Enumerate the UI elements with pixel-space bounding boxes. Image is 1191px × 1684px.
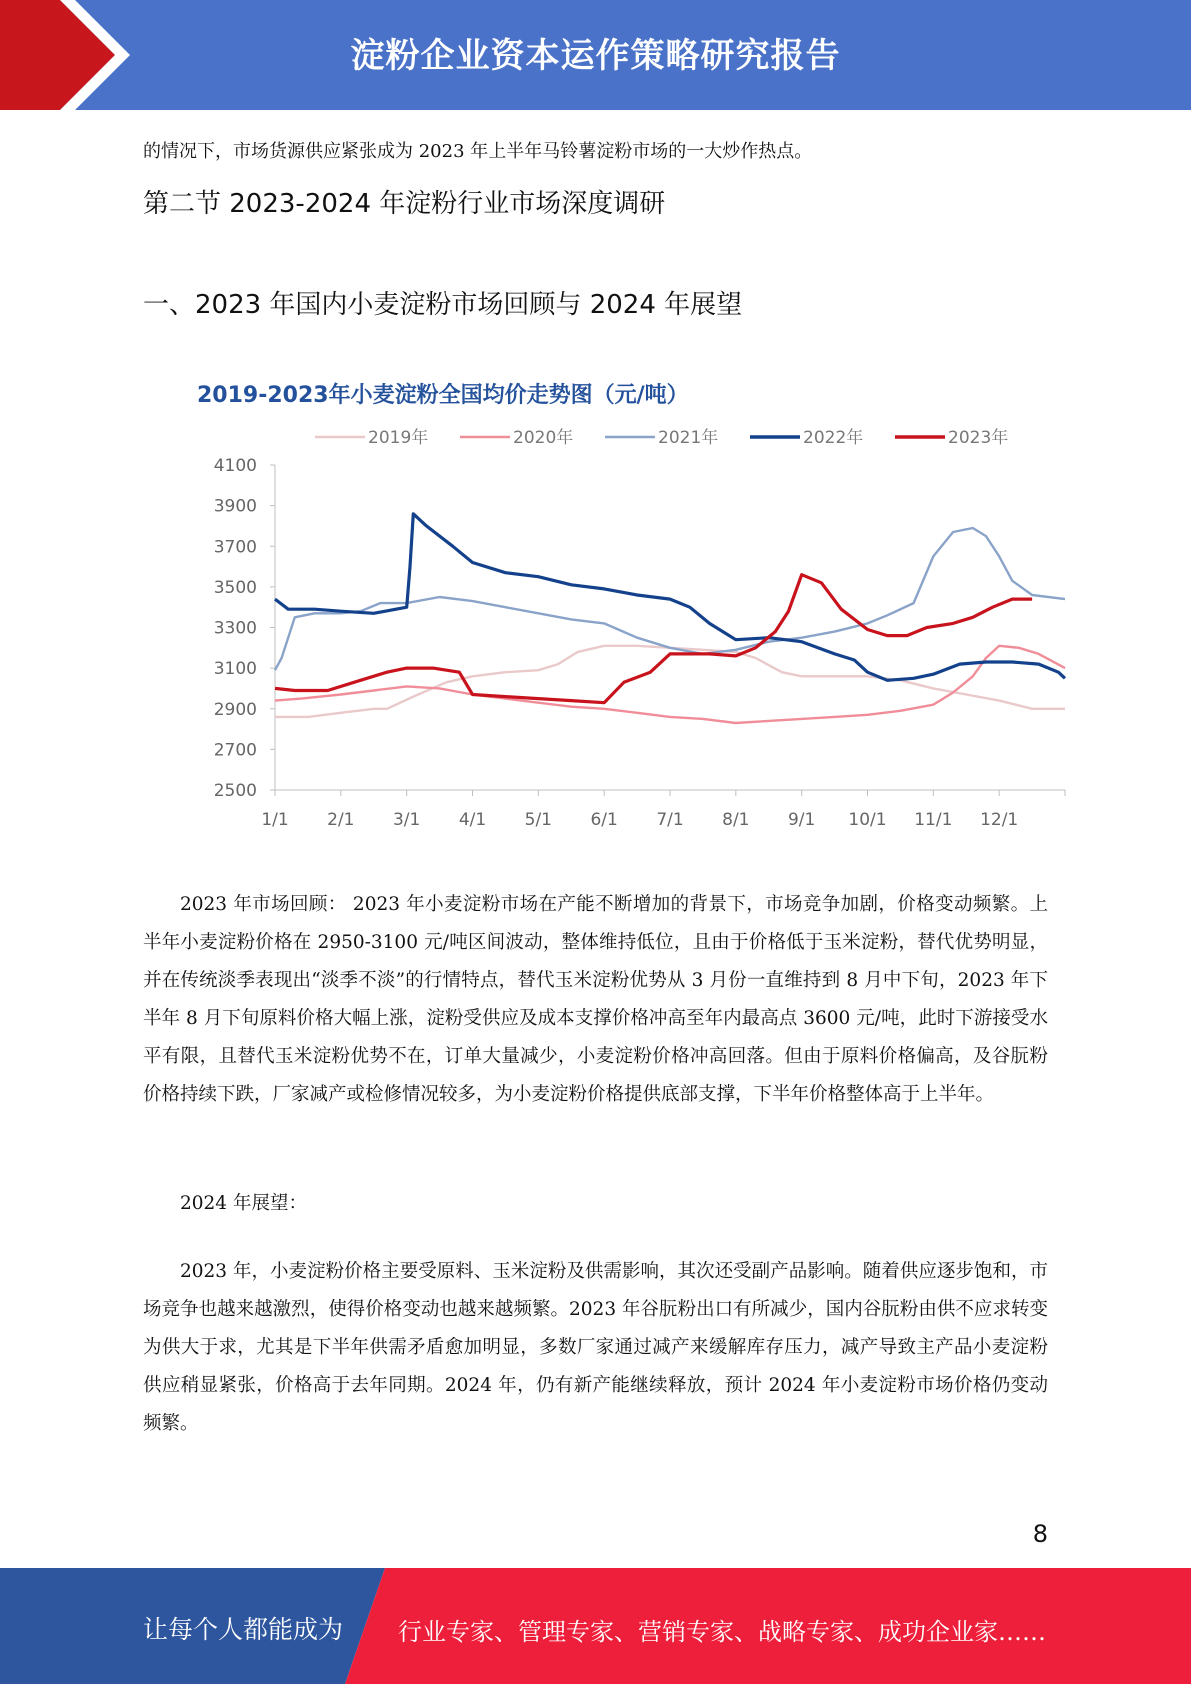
section-heading: 第二节 2023-2024 年淀粉行业市场深度调研 bbox=[143, 189, 666, 219]
paragraph-outlook-label: 2024 年展望： bbox=[180, 1193, 307, 1214]
sub-heading: 一、2023 年国内小麦淀粉市场回顾与 2024 年展望 bbox=[143, 290, 743, 320]
legend-label: 2023年 bbox=[948, 428, 1009, 448]
x-tick-label: 2/1 bbox=[327, 810, 355, 830]
intro-line: 的情况下，市场货源供应紧张成为 2023 年上半年马铃薯淀粉市场的一大炒作热点。 bbox=[143, 141, 813, 162]
x-tick-label: 6/1 bbox=[590, 810, 618, 830]
footer-slogan-right: 行业专家、管理专家、营销专家、战略专家、成功企业家…… bbox=[398, 1618, 1046, 1646]
header-title: 淀粉企业资本运作策略研究报告 bbox=[350, 36, 841, 76]
series-line bbox=[275, 646, 1065, 717]
legend-label: 2020年 bbox=[513, 428, 574, 448]
x-tick-label: 8/1 bbox=[722, 810, 750, 830]
y-tick-label: 3500 bbox=[213, 577, 257, 598]
x-tick-label: 5/1 bbox=[524, 810, 553, 830]
paragraph-outlook: 2023 年，小麦淀粉价格主要受原料、玉米淀粉及供需影响，其次还受副产品影响。随着供应逐步饱和，市场竞争也越来越激烈，使得价格变动也越来越频繁。2023 年谷朊粉出口有所减少，国内谷朊粉由供不应求转变为供大于求，尤其是下半年供需矛盾愈加明显，多数厂家通过减产来缓解库存压力，减产导致主产品小麦淀粉供应稍显紧张，价格高于去年同期。2024 年，仍有新产能继续释放，预计 2024 年小麦淀粉市场价格仍变动频繁。 bbox=[143, 1261, 1048, 1434]
y-tick-label: 3300 bbox=[213, 618, 257, 639]
series-line bbox=[275, 646, 1065, 723]
y-tick-label: 3700 bbox=[213, 537, 257, 558]
footer-slogan-left: 让每个人都能成为 bbox=[143, 1615, 344, 1644]
chart-canvas bbox=[180, 360, 1080, 850]
x-tick-label: 9/1 bbox=[787, 810, 816, 830]
x-tick-label: 7/1 bbox=[656, 810, 684, 830]
y-tick-label: 2700 bbox=[213, 740, 257, 761]
y-tick-label: 3100 bbox=[213, 659, 257, 680]
x-tick-label: 10/1 bbox=[848, 810, 887, 830]
x-tick-label: 1/1 bbox=[261, 810, 289, 830]
x-tick-label: 4/1 bbox=[458, 810, 487, 830]
legend-label: 2019年 bbox=[368, 428, 429, 448]
y-tick-label: 2500 bbox=[213, 781, 257, 801]
x-tick-label: 3/1 bbox=[392, 810, 421, 830]
page-number: 8 bbox=[1032, 1520, 1048, 1548]
chart-title: 2019-2023年小麦淀粉全国均价走势图（元/吨） bbox=[197, 383, 689, 408]
legend-label: 2021年 bbox=[658, 428, 719, 448]
price-trend-chart bbox=[180, 360, 1080, 850]
y-tick-label: 3900 bbox=[213, 496, 257, 517]
x-tick-label: 11/1 bbox=[914, 810, 953, 830]
paragraph-review: 2023 年市场回顾： 2023 年小麦淀粉市场在产能不断增加的背景下，市场竞争加剧，价格变动频繁。上半年小麦淀粉价格在 2950-3100 元/吨区间波动，整体维持低位，且由于价格低于玉米淀粉，替代优势明显，并在传统淡季表现出“淡季不淡”的行情特点，替代玉米淀粉优势从 3 月份一直维持到 8 月中下旬，2023 年下半年 8 月下旬原料价格大幅上涨，淀粉受供应及成本支撑价格冲高至年内最高点 3600 元/吨，此时下游接受水平有限，且替代玉米淀粉优势不在，订单大量减少，小麦淀粉价格冲高回落。但由于原料价格偏高，及谷朊粉价格持续下跌，厂家减产或检修情况较多，为小麦淀粉价格提供底部支撑，下半年价格整体高于上半年。 bbox=[143, 894, 1048, 1105]
x-tick-label: 12/1 bbox=[980, 810, 1019, 830]
y-tick-label: 2900 bbox=[213, 699, 257, 720]
page-header bbox=[0, 0, 1191, 110]
legend-label: 2022年 bbox=[803, 428, 864, 448]
y-tick-label: 4100 bbox=[213, 456, 257, 476]
